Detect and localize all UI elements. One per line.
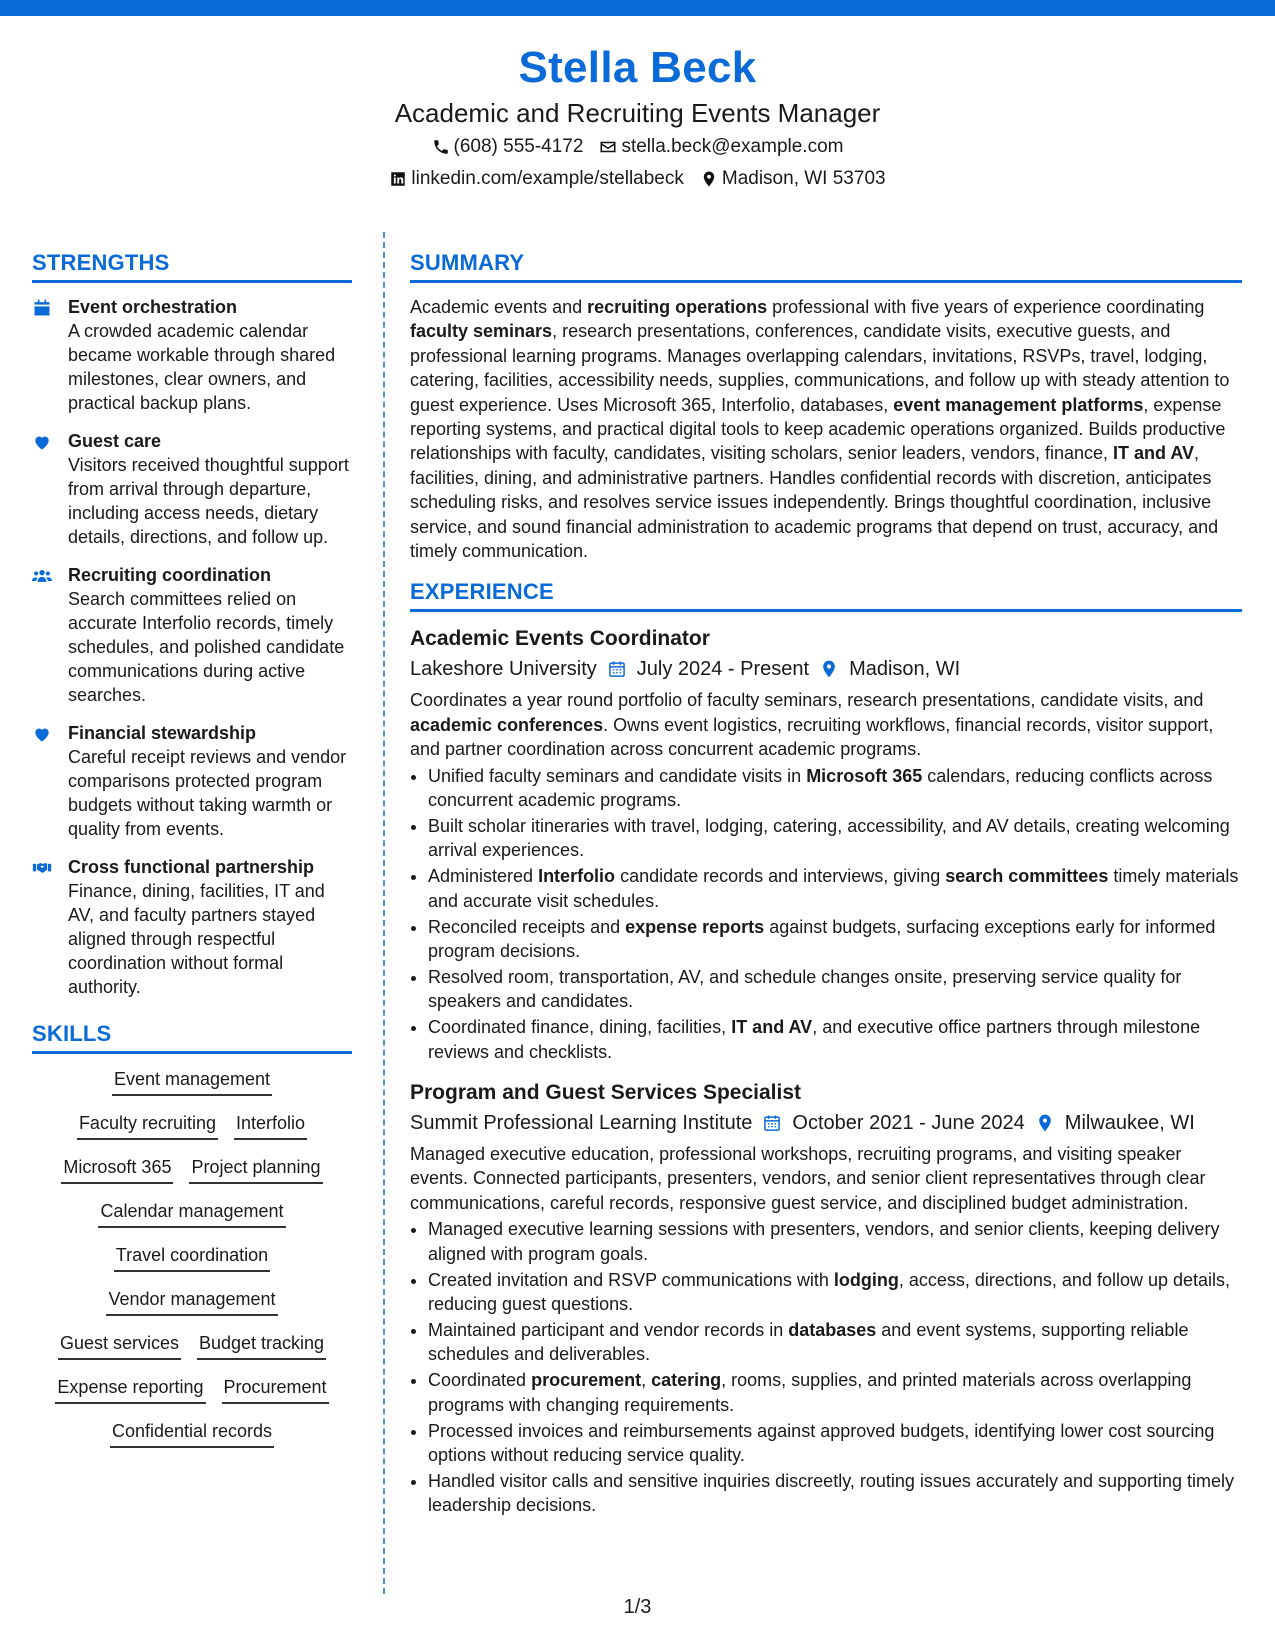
- job-dates: July 2024 - Present: [636, 658, 810, 681]
- skill-row: [32, 1418, 352, 1448]
- envelope-icon: [599, 138, 617, 156]
- skill-tag: Faculty recruiting: [77, 1110, 218, 1140]
- handshake-icon: [32, 858, 52, 878]
- text-segment: . Owns event logistics, recruiting workflows, financial records, visitor support, and partner coordination across concurrent academic programs.: [410, 714, 1214, 760]
- skill-row: [32, 1110, 352, 1140]
- job-entry: [410, 624, 1242, 1064]
- text-segment: Administered: [428, 866, 539, 887]
- bold-keyword: expense reports: [625, 916, 765, 937]
- text-segment: Managed executive education, professional workshops, recruiting programs, and visiting speaker events. Connected participants, presenters, vendors, and senior client representatives through clear communications, careful records, responsive guest service, and disciplined budget administration.: [410, 1144, 1206, 1213]
- job-title: Academic Events Coordinator: [410, 627, 710, 651]
- linkedin-text[interactable]: linkedin.com/example/stellabeck: [411, 168, 684, 189]
- users-icon: [32, 566, 52, 586]
- job-bullet: [428, 915, 1242, 964]
- job-bullet: [428, 1015, 1242, 1064]
- bold-keyword: Microsoft 365: [806, 765, 923, 786]
- job-org: Summit Professional Learning Institute: [410, 1112, 753, 1135]
- job-bullet: [428, 764, 1242, 813]
- job-description: [410, 688, 1242, 761]
- skill-row: [32, 1066, 352, 1096]
- skill-row: [32, 1242, 352, 1272]
- experience-list: [410, 624, 1242, 1517]
- text-segment: Handled visitor calls and sensitive inquiries discreetly, routing issues accurately and supporting timely leadership decisions.: [428, 1470, 1235, 1516]
- text-segment: Coordinated finance, dining, facilities,: [428, 1017, 732, 1038]
- contact-row-2: [0, 164, 1275, 194]
- page-number: 1/3: [623, 1596, 652, 1618]
- bold-keyword: catering: [651, 1370, 722, 1391]
- strength-item: [32, 563, 352, 707]
- strength-body: [68, 295, 352, 415]
- skill-row: [32, 1330, 352, 1360]
- job-meta: [410, 654, 1242, 684]
- job-dates-wrap: [762, 1108, 1024, 1138]
- skills-list: [32, 1066, 352, 1448]
- text-segment: calendars, reducing conflicts across concurrent academic programs.: [428, 765, 1213, 811]
- text-segment: Maintained participant and vendor records in: [428, 1319, 789, 1340]
- text-segment: Coordinated: [428, 1370, 532, 1391]
- column-divider: [383, 232, 385, 1594]
- job-bullet: [428, 864, 1242, 913]
- job-bullet: [428, 1268, 1242, 1317]
- strength-body: [68, 855, 352, 999]
- bold-keyword: Interfolio: [538, 866, 616, 887]
- job-bullet: [428, 1318, 1242, 1367]
- bold-keyword: event management platforms: [893, 394, 1144, 415]
- strength-desc: Search committees relied on accurate Interfolio records, timely schedules, and polished candidate communications during active searches.: [68, 589, 345, 705]
- bold-keyword: lodging: [833, 1269, 899, 1290]
- strength-icon-wrap: [32, 855, 68, 999]
- linkedin-icon: [389, 170, 407, 188]
- location-contact: [700, 164, 886, 194]
- map-pin-icon: [1035, 1113, 1055, 1133]
- experience-heading: EXPERIENCE: [410, 577, 1242, 612]
- text-segment: ,: [641, 1370, 652, 1391]
- job-bullets: [410, 764, 1242, 1064]
- text-segment: and event systems, supporting reliable schedules and deliverables.: [428, 1319, 1189, 1365]
- strength-icon-wrap: [32, 429, 68, 549]
- text-segment: Created invitation and RSVP communications with: [428, 1269, 834, 1290]
- text-segment: , expense reporting systems, and practical digital tools to keep academic operations organized. Builds productive relationships with faculty, candidates, visiting scholars, senior leaders, vendors, finance,: [410, 394, 1226, 464]
- job-entry: [410, 1078, 1242, 1518]
- heart-icon: [32, 432, 52, 452]
- text-segment: Built scholar itineraries with travel, lodging, catering, accessibility, and AV details, creating welcoming arrival experiences.: [428, 816, 1230, 861]
- right-column: [410, 248, 1242, 1532]
- strength-item: [32, 429, 352, 549]
- bold-keyword: recruiting operations: [587, 297, 768, 317]
- job-bullets: [410, 1217, 1242, 1517]
- strength-desc: Careful receipt reviews and vendor comparisons protected program budgets without taking warmth or quality from events.: [68, 747, 347, 839]
- text-segment: Academic events and: [410, 297, 588, 317]
- candidate-name: Stella Beck: [518, 43, 757, 92]
- left-column: [32, 248, 352, 1462]
- text-segment: , and executive office partners through milestone reviews and checklists.: [428, 1017, 1201, 1062]
- summary-heading: SUMMARY: [410, 248, 1242, 283]
- skills-heading: SKILLS: [32, 1019, 352, 1054]
- text-segment: , access, directions, and follow up details, reducing guest questions.: [428, 1269, 1231, 1314]
- text-segment: Resolved room, transportation, AV, and schedule changes onsite, preserving service quality for speakers and candidates.: [428, 966, 1182, 1012]
- skill-row: [32, 1286, 352, 1316]
- calendar-icon: [762, 1113, 782, 1133]
- skill-tag: Calendar management: [98, 1198, 285, 1228]
- job-bullet: [428, 1419, 1242, 1468]
- strength-icon-wrap: [32, 721, 68, 841]
- phone-text: (608) 555-4172: [453, 136, 584, 157]
- text-segment: Managed executive learning sessions with presenters, vendors, and senior clients, keeping delivery aligned with program goals.: [428, 1219, 1220, 1264]
- strength-title: Financial stewardship: [68, 723, 257, 743]
- strength-icon-wrap: [32, 563, 68, 707]
- bold-keyword: academic conferences: [410, 714, 604, 735]
- skill-tag: Event management: [112, 1066, 272, 1096]
- job-location: Madison, WI: [849, 658, 961, 681]
- strength-desc: Finance, dining, facilities, IT and AV, and faculty partners stayed aligned through respectful coordination without formal authority.: [68, 881, 325, 997]
- skill-tag: Interfolio: [234, 1110, 307, 1140]
- text-segment: timely materials and accurate visit schedules.: [428, 866, 1239, 911]
- job-location-wrap: [1035, 1108, 1195, 1138]
- calendar-icon: [32, 298, 52, 318]
- job-bullet: [428, 1368, 1242, 1417]
- job-bullet: [428, 965, 1242, 1014]
- bold-keyword: IT and AV: [731, 1017, 813, 1038]
- job-bullet: [428, 1469, 1242, 1518]
- strength-body: [68, 563, 352, 707]
- strength-title: Recruiting coordination: [68, 565, 272, 585]
- skill-row: [32, 1374, 352, 1404]
- text-segment: Unified faculty seminars and candidate visits in: [428, 765, 807, 786]
- email-text[interactable]: stella.beck@example.com: [621, 136, 844, 157]
- strength-desc: Visitors received thoughtful support from arrival through departure, including access needs, dietary details, directions, and follow up.: [68, 455, 349, 547]
- strength-body: [68, 721, 352, 841]
- job-org: Lakeshore University: [410, 658, 597, 681]
- top-accent-bar: [0, 0, 1275, 16]
- strength-body: [68, 429, 352, 549]
- job-description: [410, 1142, 1242, 1215]
- text-segment: , research presentations, conferences, candidate visits, executive guests, and professional learning programs. Manages overlapping calendars, invitations, RSVPs, travel, lodging, catering, facilities, accessibility needs, supplies, communications, and follow up with steady attention to guest experience. Uses Microsoft 365, Interfolio, databases,: [410, 321, 1230, 415]
- skill-tag: Vendor management: [106, 1286, 277, 1316]
- job-dates-wrap: [607, 654, 809, 684]
- job-bullet: [428, 814, 1242, 863]
- text-segment: professional with five years of experience coordinating: [767, 297, 1205, 317]
- email-contact[interactable]: [599, 132, 843, 162]
- job-meta: [410, 1108, 1242, 1138]
- bold-keyword: search committees: [945, 866, 1109, 887]
- skill-row: [32, 1198, 352, 1228]
- bold-keyword: procurement: [531, 1370, 642, 1391]
- strength-item: [32, 295, 352, 415]
- text-segment: , rooms, supplies, and printed materials across overlapping programs with changing requirements.: [428, 1370, 1192, 1415]
- skill-tag: Budget tracking: [197, 1330, 326, 1360]
- contact-row-1: [0, 132, 1275, 162]
- job-location: Milwaukee, WI: [1064, 1112, 1195, 1135]
- calendar-icon: [607, 659, 627, 679]
- linkedin-contact[interactable]: [389, 164, 683, 194]
- resume-header: [0, 40, 1275, 194]
- phone-icon: [432, 138, 450, 156]
- text-segment: against budgets, surfacing exceptions early for informed program decisions.: [428, 916, 1216, 962]
- skill-tag: Procurement: [222, 1374, 329, 1404]
- text-segment: Reconciled receipts and: [428, 916, 626, 937]
- strength-title: Guest care: [68, 431, 162, 451]
- job-title: Program and Guest Services Specialist: [410, 1081, 802, 1105]
- bold-keyword: IT and AV: [1113, 443, 1195, 464]
- skill-tag: Project planning: [189, 1154, 322, 1184]
- strength-item: [32, 855, 352, 999]
- summary-text: [410, 295, 1242, 563]
- bold-keyword: databases: [788, 1319, 877, 1340]
- skill-tag: Expense reporting: [55, 1374, 205, 1404]
- strengths-heading: STRENGTHS: [32, 248, 352, 283]
- map-pin-icon: [819, 659, 839, 679]
- text-segment: , facilities, dining, and administrative partners. Handles confidential records with discretion, anticipates scheduling risks, and resolves service issues independently. Brings thoughtful coordination, inclusive service, and sound financial administration to academic programs that depend on trust, accuracy, and timely communication.: [410, 443, 1219, 562]
- heart-icon: [32, 724, 52, 744]
- job-dates: October 2021 - June 2024: [792, 1112, 1025, 1135]
- text-segment: candidate records and interviews, giving: [615, 866, 946, 887]
- text-segment: Processed invoices and reimbursements against approved budgets, identifying lower cost sourcing options without reducing service quality.: [428, 1420, 1215, 1465]
- skill-tag: Microsoft 365: [61, 1154, 173, 1184]
- location-text: Madison, WI 53703: [721, 168, 886, 189]
- strength-item: [32, 721, 352, 841]
- strengths-list: [32, 295, 352, 999]
- candidate-title: Academic and Recruiting Events Manager: [394, 98, 881, 128]
- job-bullet: [428, 1217, 1242, 1266]
- map-pin-icon: [700, 170, 718, 188]
- phone-contact: [432, 132, 584, 162]
- bold-keyword: faculty seminars: [410, 321, 553, 342]
- job-location-wrap: [819, 654, 960, 684]
- text-segment: Coordinates a year round portfolio of faculty seminars, research presentations, candidate visits, and: [410, 690, 1204, 711]
- skill-row: [32, 1154, 352, 1184]
- skill-tag: Confidential records: [110, 1418, 274, 1448]
- strength-title: Event orchestration: [68, 297, 238, 317]
- strength-desc: A crowded academic calendar became workable through shared milestones, clear owners, and practical backup plans.: [68, 321, 336, 413]
- strength-title: Cross functional partnership: [68, 857, 315, 877]
- skill-tag: Guest services: [58, 1330, 181, 1360]
- strength-icon-wrap: [32, 295, 68, 415]
- skill-tag: Travel coordination: [114, 1242, 270, 1272]
